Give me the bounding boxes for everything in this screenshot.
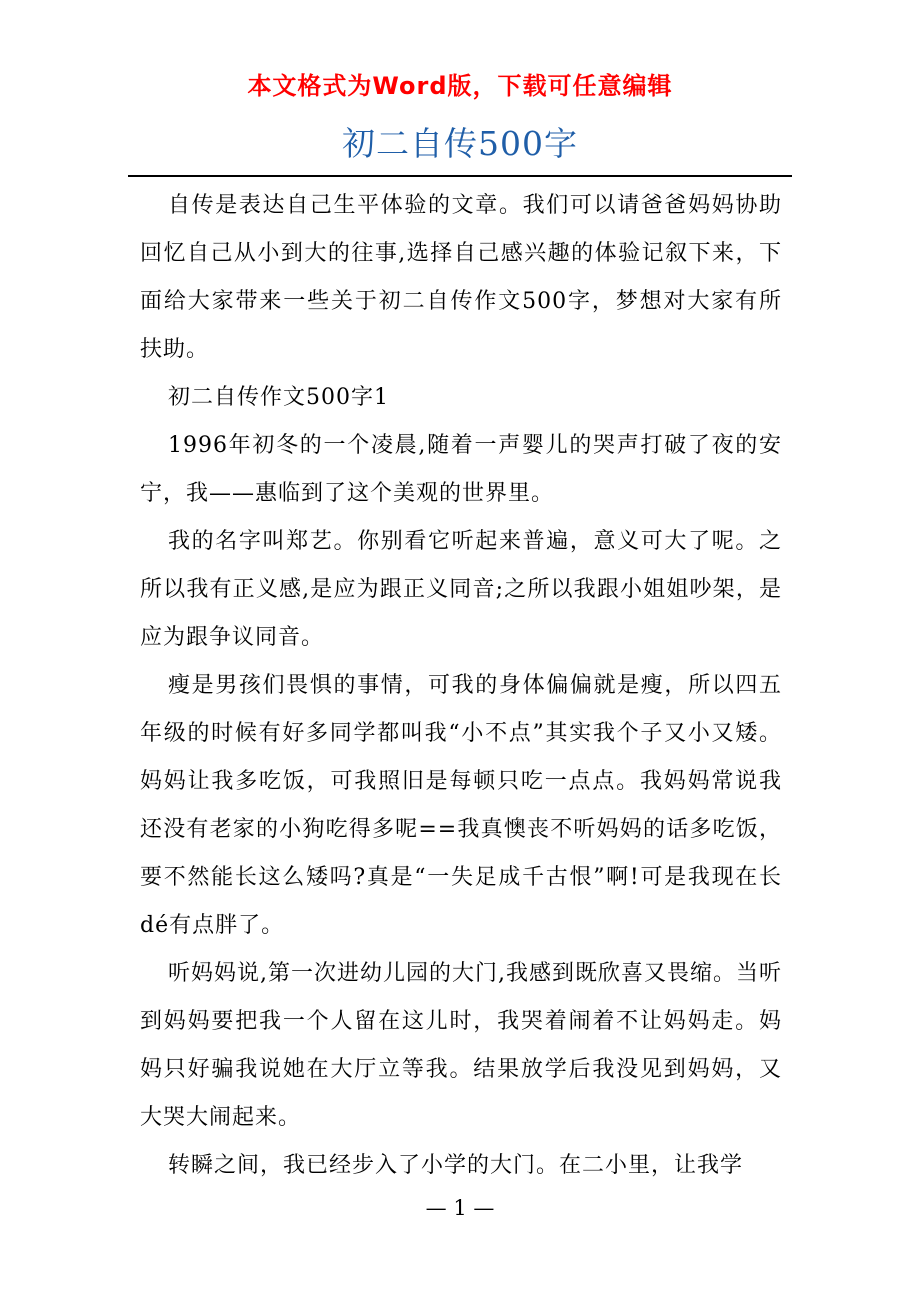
page-number: — 1 — xyxy=(425,1196,495,1220)
paragraph-birth: 1996年初冬的一个凌晨,随着一声婴儿的哭声打破了夜的安宁，我——惠临到了这个美观的世界里。 xyxy=(140,433,782,506)
format-notice: 本文格式为Word版，下载可任意编辑 xyxy=(247,72,673,100)
paragraph-thin: 瘦是男孩们畏惧的事情，可我的身体偏偏就是瘦，所以四五年级的时候有好多同学都叫我“小不点”其实我个子又小又矮。妈妈让我多吃饭，可我照旧是每顿只吃一点点。我妈妈常说我还没有老家的小狗吃得多呢==我真懊丧不听妈妈的话多吃饭，要不然能长这么矮吗?真是“一失足成千古恨”啊!可是我现在长dé有点胖了。 xyxy=(140,673,782,938)
paragraph-kindergarten: 听妈妈说,第一次进幼儿园的大门,我感到既欣喜又畏缩。当听到妈妈要把我一个人留在这儿时，我哭着闹着不让妈妈走。妈妈只好骗我说她在大厅立等我。结果放学后我没见到妈妈，又大哭大闹起来。 xyxy=(140,961,782,1130)
paragraph-heading: 初二自传作文500字1 xyxy=(167,385,389,410)
document-title: 初二自传500字 xyxy=(342,124,578,163)
paragraph-intro: 自传是表达自己生平体验的文章。我们可以请爸爸妈妈协助回忆自己从小到大的往事,选择自己感兴趣的体验记叙下来，下面给大家带来一些关于初二自传作文500字，梦想对大家有所扶助。 xyxy=(140,193,782,362)
document-body xyxy=(140,182,782,1190)
paragraph-school: 转瞬之间，我已经步入了小学的大门。在二小里，让我学 xyxy=(167,1153,743,1178)
paragraph-name: 我的名字叫郑艺。你别看它听起来普遍，意义可大了呢。之所以我有正义感,是应为跟正义同音;之所以我跟小姐姐吵架，是应为跟争议同音。 xyxy=(140,529,782,650)
title-divider xyxy=(128,175,792,177)
